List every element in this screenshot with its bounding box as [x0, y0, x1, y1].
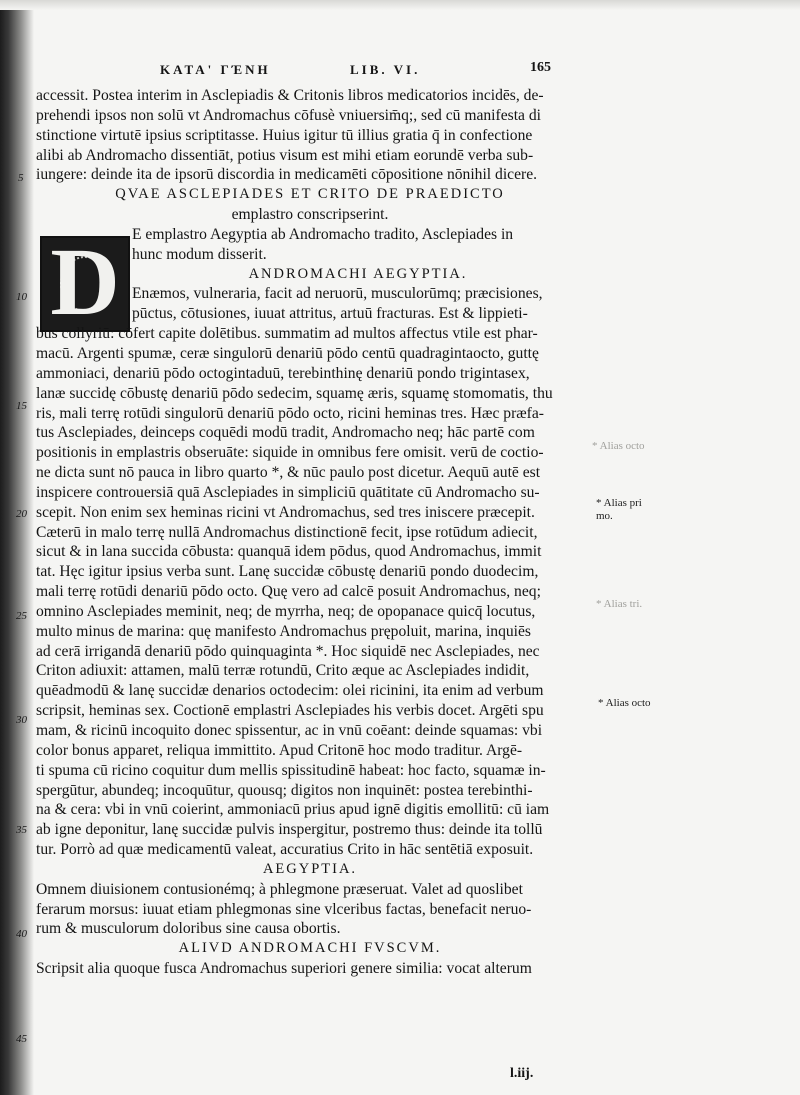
line-number: 20: [16, 508, 27, 520]
text-line: bus collyriū: cōfert capite dolētibus. summatim ad multos affectus vtile est phar-: [36, 325, 538, 343]
section-heading: QVAE ASCLEPIADES ET CRITO DE PRAEDICTO: [115, 186, 505, 203]
signature-mark: l.iij.: [510, 1066, 534, 1081]
page-top-edge: [0, 0, 800, 10]
running-head-left: KATA' ΓΈΝΗ: [160, 62, 271, 77]
text-line: sicut & in lana succida cōbusta: quanquā idem pōdus, quod Andromachus, immit: [36, 543, 542, 561]
text-line: E emplastro Aegyptia ab Andromacho tradito, Asclepiades in: [132, 225, 514, 243]
running-head-right: LIB. VI.: [350, 62, 421, 77]
text-line: inspicere controuersiā quā Asclepiades in simpliciū quātitate cū Andromacho su-: [36, 483, 540, 501]
text-line: ferarum morsus: iuuat etiam phlegmonas sine vlceribus factas, benefacit neruo-: [36, 900, 532, 918]
text-line: Cæterū in malo terrę nullā Andromachus distinctionē fecit, ipse rotūdum adiecit,: [36, 523, 538, 541]
line-number: 10: [16, 291, 27, 303]
text-line: tus Asclepiades, deinceps coquēdi modū tradit, Andromacho neq; hāc partē com: [36, 424, 535, 442]
text-line: ab igne deponitur, lanę succidæ pulvis inspergitur, postremo thus: deinde ita tollū: [36, 821, 543, 839]
text-line: positionis in emplastris obseruāte: siquide in omnibus fere omisit. verū de coctio-: [36, 444, 544, 462]
text-line: quēadmodū & lanę succidæ denarios octodecim: olei ricinini, ita enim ad verbum: [36, 682, 544, 700]
line-number: 40: [16, 928, 27, 940]
text-line: scepit. Non enim sex heminas ricini vt Andromachus, sed tres iniscere præcepit.: [36, 503, 535, 521]
text-line: ad cerā irrigandā denariū pōdo quinquaginta *. Hoc siquidē nec Asclepiades, nec: [36, 642, 540, 660]
body-text: [36, 86, 584, 979]
line-number: 25: [16, 610, 27, 622]
text-line: hunc modum disserit.: [132, 245, 267, 263]
text-line: rum & musculorum doloribus sine causa obortis.: [36, 920, 341, 938]
text-line: Criton adiuxit: attamen, malū terræ rotundū, Crito æque ac Asclepiades indidit,: [36, 662, 530, 680]
folio-number: 165: [530, 60, 551, 75]
text-line: pūctus, cōtusiones, iuuat attritus, artuū fracturas. Est & lippieti-: [132, 305, 528, 323]
line-number: 35: [16, 824, 27, 836]
line-number: 15: [16, 400, 27, 412]
text-line: spergūtur, abundeq; incoquūtur, quousq; digitos non inquinēt: postea terebinthi-: [36, 781, 533, 799]
text-line: Scripsit alia quoque fusca Andromachus superiori genere similia: vocat alterum: [36, 960, 532, 978]
running-head: [160, 62, 580, 80]
text-line: alibi ab Andromacho dissentiāt, potius visum est mihi etiam eorundē verba sub-: [36, 146, 534, 164]
text-line: mali terrę rotūdi denariū pōdo octo. Quę vero ad calcē posuit Andromachus, neq;: [36, 583, 541, 601]
text-line: accessit. Postea interim in Asclepiadis & Critonis libros medicatorios incidēs, de-: [36, 87, 544, 104]
text-line: iungere: deinde ita de ipsorū discordia in medicamēti cōpositione nōnihil dicere.: [36, 166, 538, 184]
text-line: ris, mali terrę rotūdi singulorū denariū pōdo octo, ricini heminas tres. Hæc præfa-: [36, 404, 544, 422]
line-number: 30: [16, 714, 27, 726]
margin-note: * Alias pri mo.: [596, 497, 642, 522]
text-line: color bonus apparet, reliqua immittito. Apud Critonē hoc modo traditur. Argē-: [36, 741, 523, 759]
text-line: prehendi ipsos non solū vt Andromachus cōfusè vniuersim̄q;, sed cū manifesta di: [36, 106, 541, 124]
line-number: 45: [16, 1033, 27, 1045]
text-line: tat. Hęc igitur ipsius verba sunt. Lanę succidæ cōbustę denariū pondo duodecim,: [36, 563, 539, 581]
section-heading: AEGYPTIA.: [262, 860, 358, 877]
section-heading: ANDROMACHI AEGYPTIA.: [248, 265, 468, 282]
text-line: Enæmos, vulneraria, facit ad neruorū, musculorūmq; præcisiones,: [132, 285, 543, 303]
text-line: ammoniaci, denariū pōdo octogintaduū, terebinthinę denariū pondo trigintasex,: [36, 364, 530, 382]
initial-letter: D: [50, 228, 120, 335]
text-line: tur. Porrò ad quæ medicamentū valeat, accuratius Crito in hāc sentētiā exposuit.: [36, 841, 534, 859]
text-line: Omnem diuisionem contusionémq; à phlegmone præseruat. Valet ad quoslibet: [36, 880, 523, 898]
text-line: lanæ succidę cōbustę denariū pōdo sedecim, squamę æris, squamę stomomatis, thu: [36, 384, 553, 402]
margin-note: * Alias octo: [598, 697, 651, 709]
text-line: stinctione virtutē ipsius scriptitasse. Huius igitur tū illius gratia q̄ in confectione: [36, 126, 533, 144]
text-line: ti spuma cū ricino coquitur dum mellis spissitudinē habeat: hoc facto, squamæ in-: [36, 761, 546, 779]
section-heading: ALIVD ANDROMACHI FVSCVM.: [178, 940, 442, 957]
text-line: ne dicta sunt nō pauca in libro quarto *, & nūc paulo post dicetur. Aequū autē est: [36, 464, 541, 482]
text-line: na & cera: vbi in vnū coierint, ammoniacū prius apud ignē digitis emollitū: cū iam: [36, 801, 550, 819]
text-line: mam, & ricinū incoquito donec spissentur, ac in vnū coēant: deinde squamas: vbi: [36, 722, 543, 739]
text-line: scripsit, heminas sex. Coctionē emplastri Asclepiades his verbis docet. Argēti spu: [36, 702, 544, 720]
text-line: multo minus de marina: quę manifesto Andromachus prępoluit, marina, inquiēs: [36, 622, 532, 640]
section-subheading: emplastro conscripserint.: [231, 206, 389, 224]
margin-note: * Alias octo: [592, 440, 645, 452]
text-line: macū. Argenti spumæ, ceræ singulorū denariū pōdo centū quadragintaocto, guttę: [36, 344, 539, 362]
line-number: 5: [18, 172, 24, 184]
margin-note: * Alias tri.: [596, 598, 643, 610]
text-line: omnino Asclepiades meminit, neq; de myrrha, neq; de opopanace quicq̄ locutus,: [36, 602, 536, 620]
